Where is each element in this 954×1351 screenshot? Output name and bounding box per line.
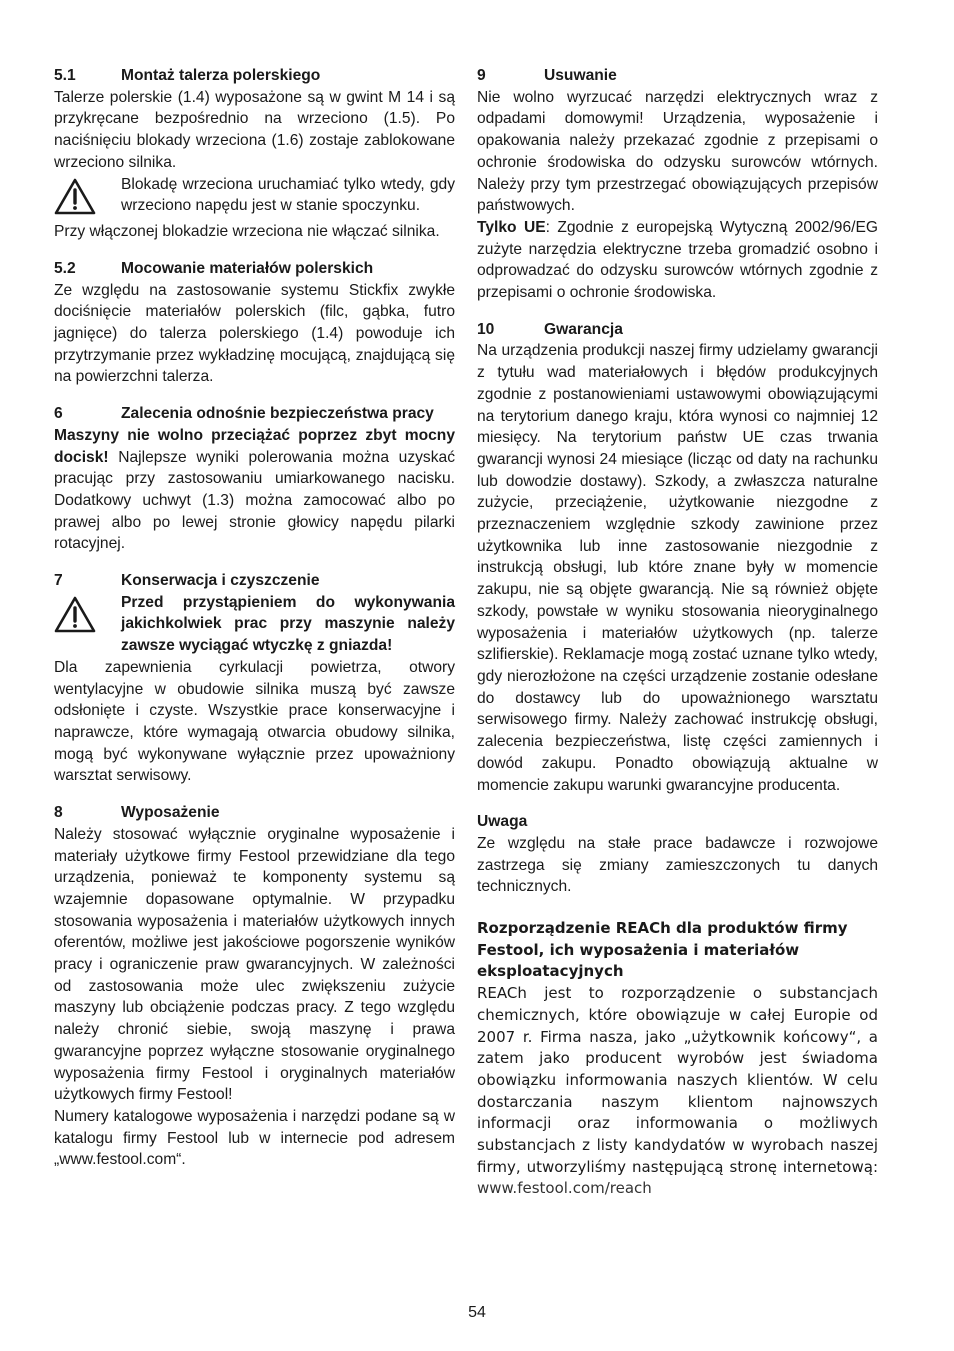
section-5-1 [54,65,455,243]
section-title: Konserwacja i czyszczenie [121,572,320,590]
paragraph: Nie wolno wyrzucać narzędzi elektrycznych wraz z odpadami domowymi! Urządzenia, wyposażenie i opakowania należy przekazać zgodnie z przepisami o ochronie środowiska do odzysku surowców wtórnych. Należy przy tym przestrzegać obowiązujących przepisów państwowych. [477,88,878,215]
section-number: 8 [54,804,63,822]
paragraph: Numery katalogowe wyposażenia i narzędzi podane są w katalogu firmy Festool lub w internecie pod adresem „www.festool.com“. [54,1107,455,1169]
section-8 [54,802,455,1171]
section-number: 6 [54,405,63,423]
paragraph-text: REACh jest to rozporządzenie o substancjach chemicznych, które obowiązuje w całej Europie od 2007 r. Firma nasza, jako „użytkownik końcowy“, a zatem jako producent wyrobów jest świadoma obowiązku informowania naszych klientów. W celu dostarczania naszym klientom najnowszych informacji oraz informowania o możliwych substancjach z listy kandydatów w wyrobach naszej firmy, utworzyliśmy następującą stronę internetową: [477,984,878,1176]
section-title: Wyposażenie [121,804,220,822]
bold-lead: Tylko UE [477,218,546,236]
section-5-2 [54,258,455,388]
paragraph [477,217,878,304]
paragraph: Talerze polerskie (1.4) wyposażone są w gwint M 14 i są przykręcane bezpośrednio na wrzeciono (1.5). Po naciśnięciu blokady wrzeciona (1.6) zostaje zablokowane wrzeciono silnika. [54,88,455,171]
section-number: 10 [477,320,495,338]
section-title: Montaż talerza polerskiego [121,67,321,84]
page-number: 54 [468,1304,486,1321]
bold-lead: Maszyny nie wolno przeciążać poprzez zbyt mocny docisk! [54,426,455,466]
section-title: Mocowanie materiałów polerskich [121,259,374,277]
paragraph: Dla zapewnienia cyrkulacji powietrza, otwory wentylacyjne w obudowie silnika muszą być zawsze odsłonięte i czyste. Wszystkie prace konserwacyjne i naprawcze, które wymagają otwarcia obudowy silnika, mogą być wykonywane wyłącznie przez upoważniony warsztat serwisowy. [54,658,455,785]
section-title: Uwaga [477,813,528,831]
left-column [54,65,455,1171]
section-title: Gwarancja [544,320,623,338]
paragraph: Na urządzenia produkcji naszej firmy udzielamy gwarancji z tytułu wad materiałowych i błędów produkcyjnych zgodnie z postanowieniami ustawowymi obowiązującymi na terytorium danego kraju, która wynosi co najmniej 12 miesięcy. Na terytorium państw UE czas trwania gwarancji wynosi 24 miesiące (licząc od daty na rachunku lub dowodzie dostawy). Szkody, a zwłaszcza naturalne zużycie, przeciążenie, użytkowanie niezgodne z przeznaczeniem względnie szkody zawinione przez użytkownika lub inne zastosowanie niezgodnie z instrukcją obsługi, lub które znane były w momencie zakupu, nie są objęte gwarancją. Nie są również objęte szkody, powstałe w wyniku stosowania nieoryginalnego wyposażenia i materiałów użytkowych (np. talerze szlifierskie). Reklamacje mogą zostać uznane tylko wtedy, gdy nierozłożone na części urządzenie zostanie odesłane do dostawcy lub do upoważnionego warsztatu serwisowego firmy. Należy zachować instrukcję obsługi, zalecenia bezpieczeństwa, listę części zamiennych i dowód zakupu. Ponadto obowiązują aktualne w momencie zakupu warunki gwarancyjne producenta. [477,342,878,794]
section-number: 7 [54,572,63,590]
section-number: 9 [477,67,486,84]
paragraph [54,425,455,555]
section-6 [54,403,455,555]
paragraph: Przy włączonej blokadzie wrzeciona nie włączać silnika. [54,223,440,241]
section-10 [477,319,878,796]
paragraph: Ze względu na stałe prace badawcze i rozwojowe zastrzega się zmiany zamieszczonych tu danych technicznych. [477,834,878,896]
paragraph [477,983,878,1200]
warning-text: Przed przystąpieniem do wykonywania jakichkolwiek prac przy maszynie należy zawsze wyciągać wtyczkę z gniazda! [121,593,455,655]
section-heading [477,319,878,341]
section-7 [54,570,455,787]
section-number: 5.2 [54,259,76,277]
section-9 [477,65,878,304]
section-heading [54,403,455,425]
section-heading [477,811,878,833]
warning-triangle-icon [54,174,121,222]
section-title: Zalecenia odnośnie bezpieczeństwa pracy [121,405,434,423]
warning-block [54,592,455,657]
section-number: 5.1 [54,67,76,84]
section-reach [477,918,878,1200]
paragraph: Ze względu na zastosowanie systemu Stickfix zwykłe dociśnięcie materiałów polerskich (filc, gąbka, futro jagnięce) do talerza polerskiego (1.4) powoduje ich przytrzymanie przez wykładzinę mocującą, znajdującą się na powierzchni talerza. [54,281,455,386]
section-title: Usuwanie [544,67,617,84]
section-title: Rozporządzenie REACh dla produktów firmy Festool, ich wyposażenia i materiałów eksploatacyjnych [477,919,848,981]
section-heading [477,65,878,87]
warning-block [54,174,455,222]
warning-triangle-icon [54,592,121,640]
section-uwaga [477,811,878,898]
paragraph: Należy stosować wyłącznie oryginalne wyposażenie i materiały użytkowe firmy Festool przewidziane dla tego urządzenia, ponieważ te komponenty systemu są wzajemnie dopasowane optymalnie. W przypadku stosowania wyposażenia i materiałów użytkowych innych oferentów, możliwe jest jakościowe pogorszenie wyników pracy i ograniczenie praw gwarancyjnych. W zależności od zastosowania może ulec zwiększeniu zużycie maszyny lub obciążenie podczas pracy. Z tego względu należy chronić siebie, swoją maszynę i prawa gwarancyjne poprzez wyłączne stosowanie oryginalnego wyposażenia firmy Festool i oryginalnych materiałów użytkowych firmy Festool! [54,825,455,1104]
reach-link[interactable]: www.festool.com/reach [477,1179,652,1198]
paragraph-rest: : Zgodnie z europejską Wytyczną 2002/96/EG zużyte narzędzia elektryczne trzeba gromadzić osobno i odprowadzać do odzysku surowców wtórnych zgodnie z przepisami o ochronie środowiska. [477,218,878,302]
right-column [477,65,878,1200]
section-heading [54,258,455,280]
section-heading [54,570,455,592]
section-heading [54,802,455,824]
warning-text: Blokadę wrzeciona uruchamiać tylko wtedy, gdy wrzeciono napędu jest w stanie spoczynku. [121,175,455,215]
paragraph-rest: Najlepsze wyniki polerowania można uzyskać pracując przy zastosowaniu umiarkowanego nacisku. Dodatkowy uchwyt (1.3) można zamocować albo po prawej albo po lewej stronie głowicy napędu pilarki rotacyjnej. [54,448,455,553]
section-heading [54,65,455,87]
